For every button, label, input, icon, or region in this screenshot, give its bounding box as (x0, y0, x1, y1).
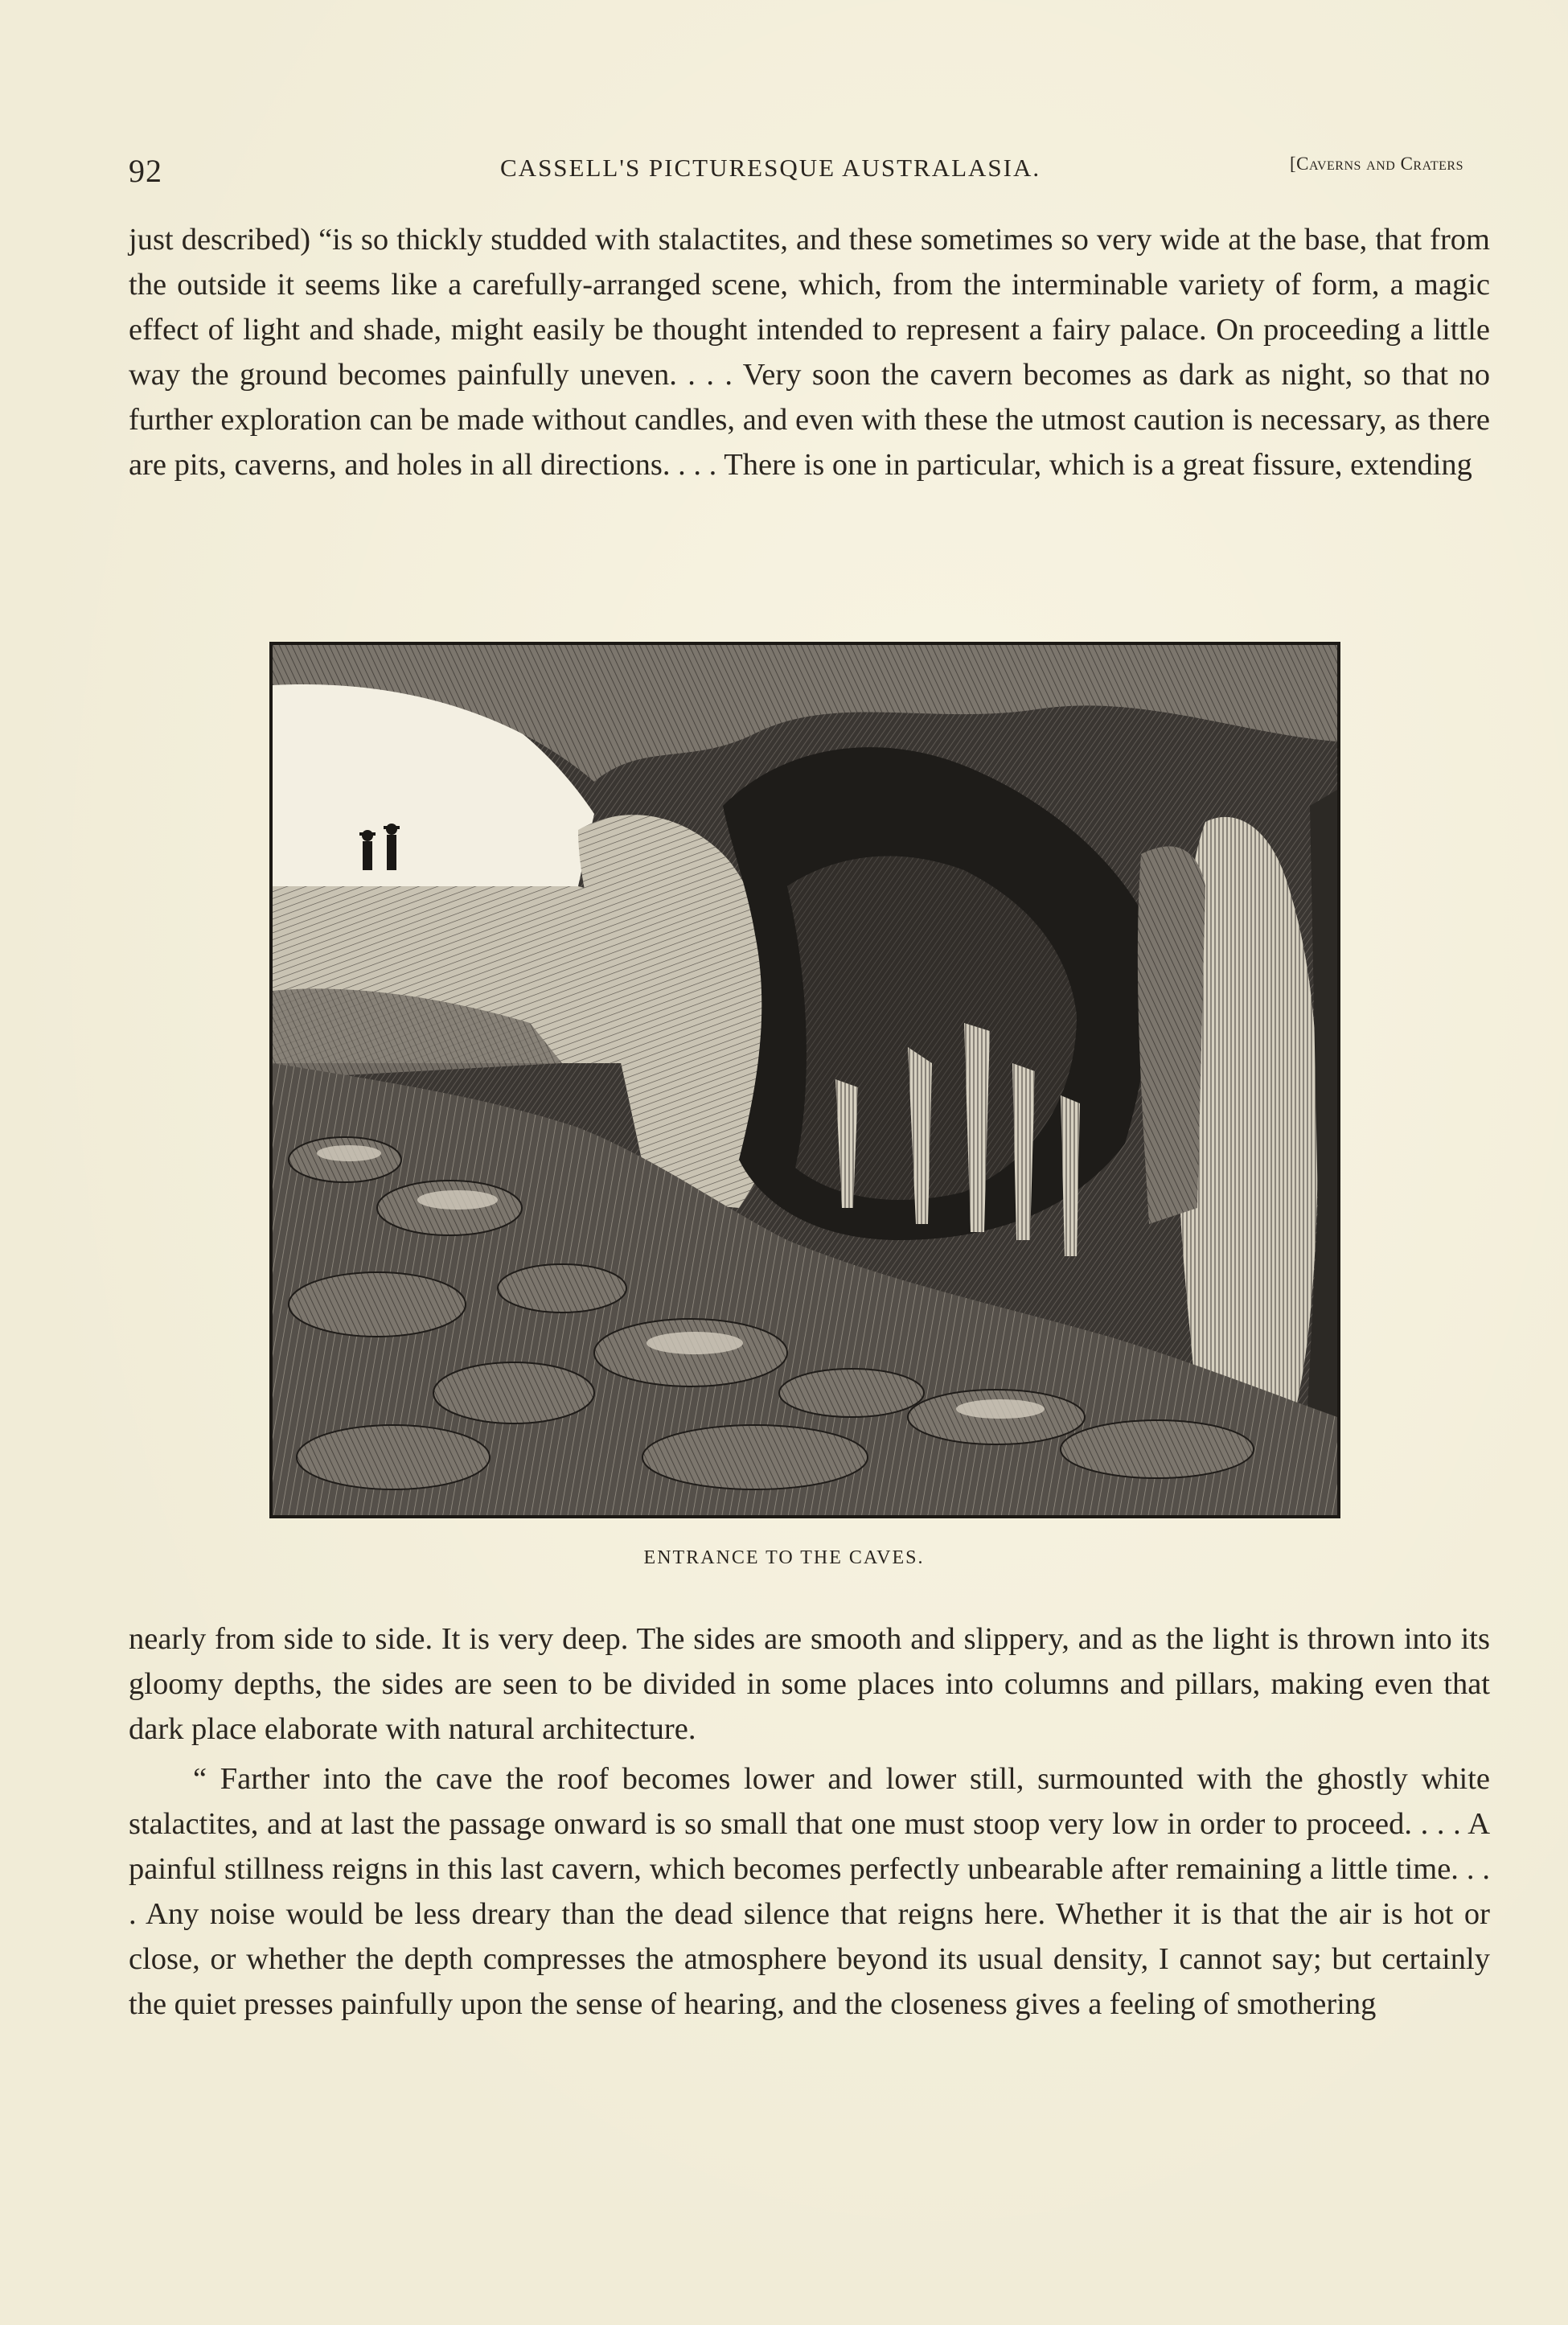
body-text-top (129, 217, 1490, 487)
body-text-bottom (129, 1616, 1490, 2027)
section-title: [Caverns and Craters (1289, 154, 1463, 174)
paragraph: nearly from side to side. It is very deep. The sides are smooth and slippery, and as the light is thrown into its gloomy depths, the sides are seen to be divided in some places into columns and pillars, making even that dark place elaborate with natural architecture. (129, 1622, 1490, 1746)
running-title: CASSELL'S PICTURESQUE AUSTRALASIA. (500, 154, 1041, 182)
figure-caption: ENTRANCE TO THE CAVES. (643, 1547, 925, 1568)
page-number: 92 (129, 153, 162, 189)
paragraph: just described) “is so thickly studded with stalactites, and these sometimes so very wide at the base, that from the outside it seems like a carefully-arranged scene, which, from the interminable variety of form, a magic effect of light and shade, might easily be thought intended to represent a fairy palace. On proceeding a little way the ground becomes painfully uneven. . . . Very soon the cavern becomes as dark as night, so that no further exploration can be made without candles, and even with these the utmost caution is necessary, as there are pits, caverns, and holes in all directions. . . . There is one in particular, which is a great fissure, extending (129, 223, 1490, 482)
cave-entrance-illustration (269, 642, 1340, 1518)
page-header (129, 147, 1463, 195)
paragraph: “ Farther into the cave the roof becomes lower and lower still, surmounted with the ghostly white stalactites, and at last the passage onward is so small that one must stoop very low in order to proceed. . . . A painful stillness reigns in this last cavern, which becomes perfectly unbearable after remaining a little time. . . . Any noise would be less dreary than the dead silence that reigns here. Whether it is that the air is hot or close, or whether the depth compresses the atmosphere beyond its usual density, I cannot say; but certainly the quiet presses painfully upon the sense of hearing, and the closeness gives a feeling of smothering (129, 1762, 1490, 2021)
